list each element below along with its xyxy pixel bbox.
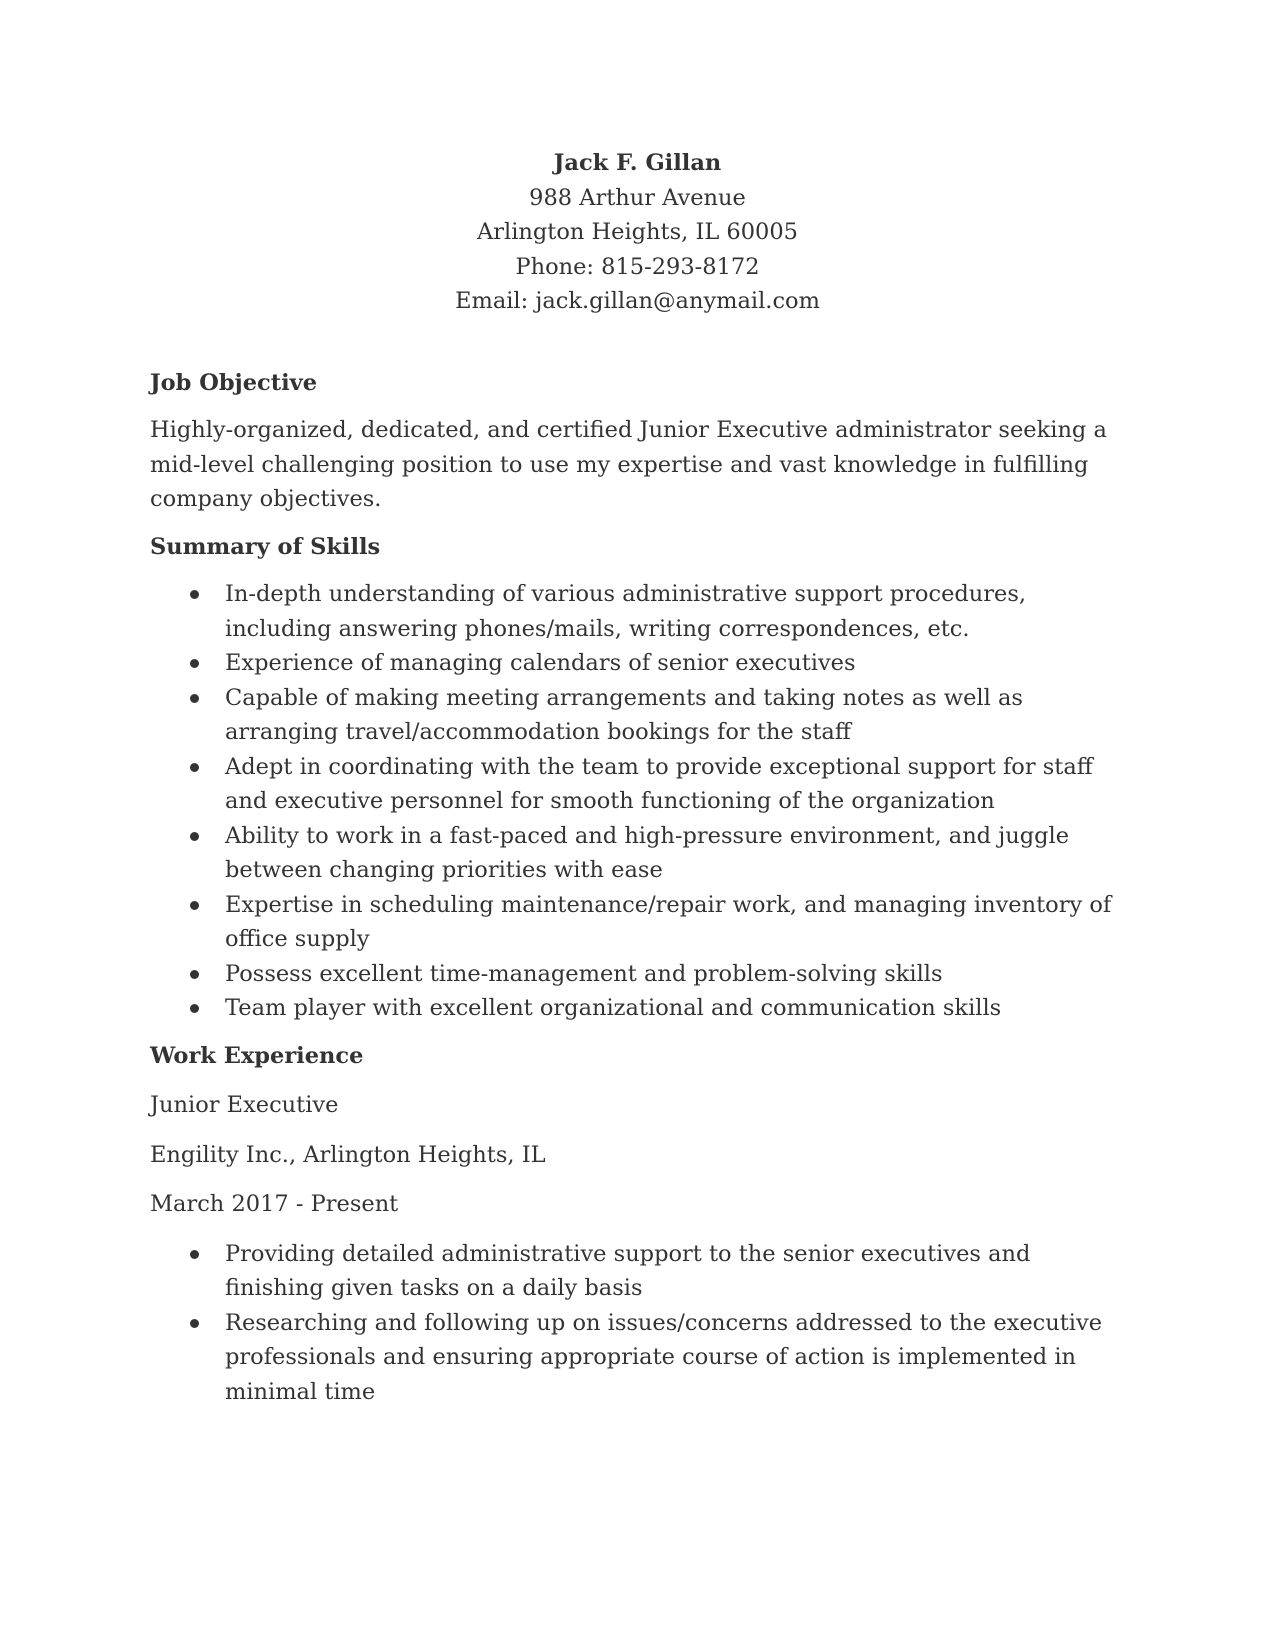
list-item: [150, 646, 1125, 681]
job-title: Junior Executive: [150, 1092, 339, 1118]
skill-text: Expertise in scheduling maintenance/repair work, and managing inventory of office supply: [225, 891, 1112, 952]
bullet-icon: [190, 1004, 199, 1013]
skill-text: Possess excellent time-management and problem-solving skills: [225, 960, 943, 987]
skill-text: In-depth understanding of various administrative support procedures, including answering phones/mails, writing correspondences, etc.: [225, 581, 1027, 642]
experience-heading: Work Experience: [150, 1042, 364, 1069]
list-item: [150, 1237, 1125, 1306]
list-item: [150, 577, 1125, 646]
list-item: [150, 681, 1125, 750]
skill-text: Ability to work in a fast-paced and high-pressure environment, and juggle between changing priorities with ease: [225, 822, 1070, 883]
list-item: [150, 750, 1125, 819]
experience-list: [150, 1237, 1125, 1410]
resume-page: [150, 146, 1125, 1409]
list-item: [150, 819, 1125, 888]
bullet-icon: [190, 970, 199, 979]
bullet-icon: [190, 659, 199, 668]
skill-text: Capable of making meeting arrangements and taking notes as well as arranging travel/accommodation bookings for the staff: [225, 684, 1023, 745]
email-address: Email: jack.gillan@anymail.com: [455, 288, 820, 314]
contact-header: [150, 146, 1125, 319]
bullet-icon: [190, 590, 199, 599]
skills-heading: Summary of Skills: [150, 533, 381, 560]
bullet-icon: [190, 901, 199, 910]
bullet-icon: [190, 832, 199, 841]
duty-text: Researching and following up on issues/concerns addressed to the executive professionals and ensuring appropriate course of action is implemented in minimal time: [225, 1309, 1103, 1405]
employment-dates: March 2017 - Present: [150, 1191, 399, 1217]
list-item: [150, 957, 1125, 992]
objective-heading: Job Objective: [150, 369, 318, 396]
skill-text: Experience of managing calendars of senior executives: [225, 650, 856, 676]
street-address: 988 Arthur Avenue: [529, 184, 746, 211]
objective-text: Highly-organized, dedicated, and certified Junior Executive administrator seeking a mid-level challenging position to use my expertise and vast knowledge in fulfilling company objectives.: [150, 417, 1107, 512]
skill-text: Adept in coordinating with the team to provide exceptional support for staff and executive personnel for smooth functioning of the organization: [225, 753, 1093, 814]
city-state-zip: Arlington Heights, IL 60005: [477, 219, 798, 245]
bullet-icon: [190, 763, 199, 772]
list-item: [150, 991, 1125, 1026]
bullet-icon: [190, 1250, 199, 1259]
candidate-name: Jack F. Gillan: [553, 150, 722, 176]
phone-number: Phone: 815-293-8172: [515, 253, 760, 280]
duty-text: Providing detailed administrative support to the senior executives and finishing given tasks on a daily basis: [225, 1240, 1031, 1301]
bullet-icon: [190, 694, 199, 703]
bullet-icon: [190, 1319, 199, 1328]
list-item: [150, 1306, 1125, 1410]
skill-text: Team player with excellent organizational and communication skills: [225, 995, 1002, 1021]
skills-list: [150, 577, 1125, 1026]
company-location: Engility Inc., Arlington Heights, IL: [150, 1141, 546, 1168]
list-item: [150, 888, 1125, 957]
